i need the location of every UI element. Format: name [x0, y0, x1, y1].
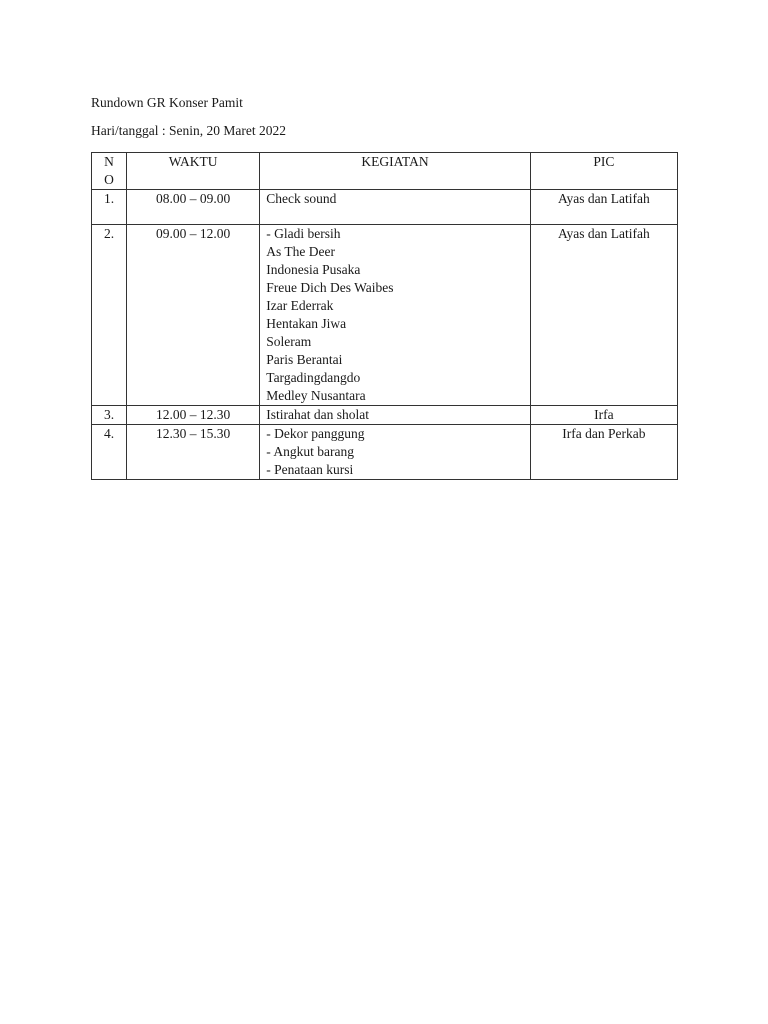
- rundown-table: [91, 152, 678, 480]
- activity-line: As The Deer: [266, 244, 335, 259]
- activity-line: Izar Ederrak: [266, 298, 334, 313]
- row-pic: Irfa dan Perkab: [530, 425, 677, 480]
- row-pic: Irfa: [530, 406, 677, 425]
- row-no: 3.: [92, 406, 127, 425]
- activity-line: - Dekor panggung: [266, 426, 365, 441]
- activity-line: - Gladi bersih: [266, 226, 341, 241]
- header-no: [92, 153, 127, 190]
- header-pic: PIC: [530, 153, 677, 190]
- table-row: [92, 425, 678, 480]
- activity-line: Paris Berantai: [266, 352, 343, 367]
- row-time: 12.00 – 12.30: [127, 406, 260, 425]
- activity-line: Istirahat dan sholat: [266, 407, 369, 422]
- activity-line: Targadingdangdo: [266, 370, 361, 385]
- activity-line: Freue Dich Des Waibes: [266, 280, 394, 295]
- row-no: 2.: [92, 225, 127, 406]
- table-row: [92, 190, 678, 225]
- header-activity: KEGIATAN: [260, 153, 530, 190]
- activity-line: - Penataan kursi: [266, 462, 354, 477]
- activity-line: Medley Nusantara: [266, 388, 366, 403]
- row-time: 08.00 – 09.00: [127, 190, 260, 225]
- row-activity: [260, 406, 530, 425]
- table-header-row: [92, 153, 678, 190]
- header-time: WAKTU: [127, 153, 260, 190]
- header-no-label: NO: [104, 154, 114, 187]
- row-no: 4.: [92, 425, 127, 480]
- activity-line: Soleram: [266, 334, 312, 349]
- table-row: [92, 406, 678, 425]
- document-date-line: Hari/tanggal : Senin, 20 Maret 2022: [91, 123, 286, 138]
- activity-line: Indonesia Pusaka: [266, 262, 361, 277]
- row-time: 12.30 – 15.30: [127, 425, 260, 480]
- row-time: 09.00 – 12.00: [127, 225, 260, 406]
- activity-line: Check sound: [266, 191, 337, 206]
- row-pic: Ayas dan Latifah: [530, 190, 677, 225]
- row-no: 1.: [92, 190, 127, 225]
- row-activity: [260, 190, 530, 225]
- activity-line: Hentakan Jiwa: [266, 316, 347, 331]
- table-row: [92, 225, 678, 406]
- row-activity: [260, 425, 530, 480]
- row-activity: [260, 225, 530, 406]
- document-title: Rundown GR Konser Pamit: [91, 95, 243, 110]
- activity-line: - Angkut barang: [266, 444, 354, 459]
- row-pic: Ayas dan Latifah: [530, 225, 677, 406]
